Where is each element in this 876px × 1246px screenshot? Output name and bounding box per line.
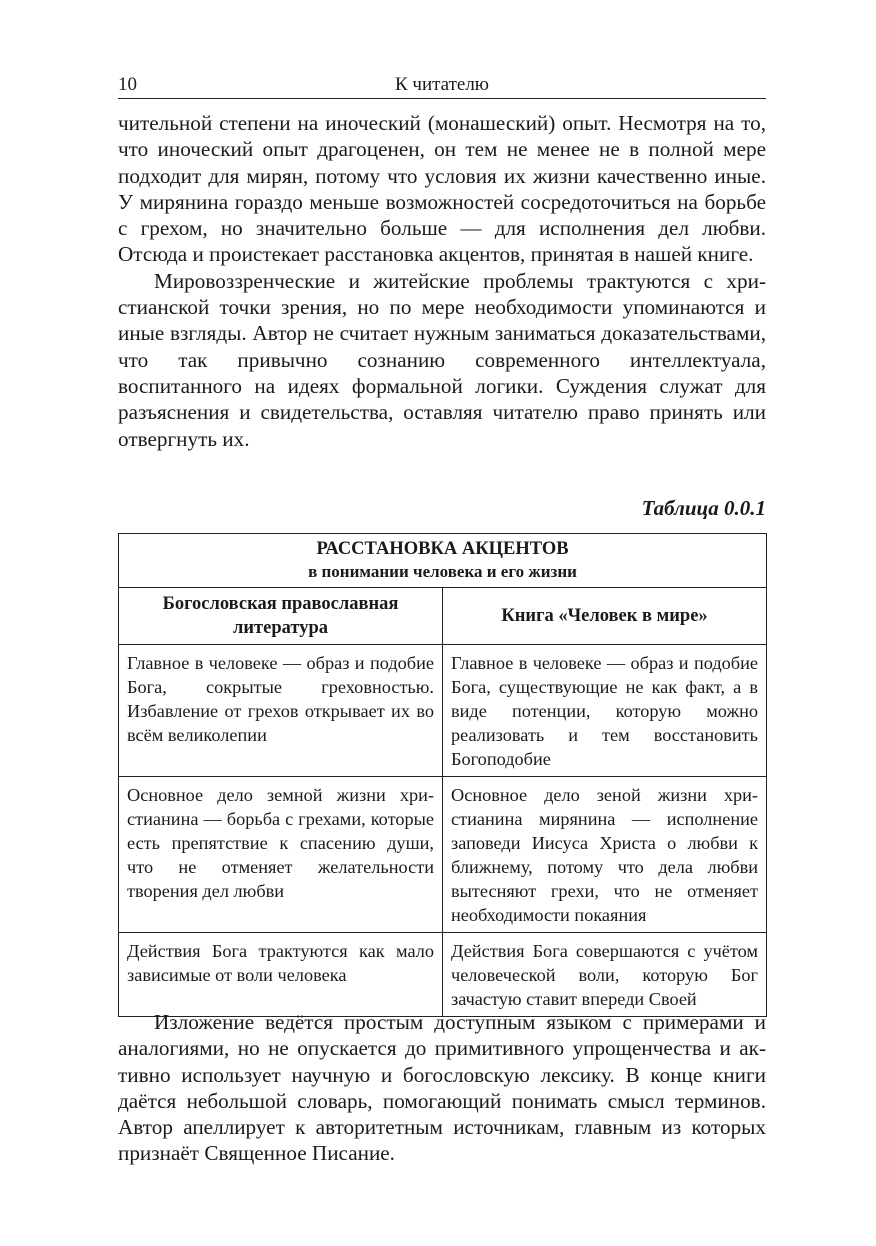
table-row (119, 933, 767, 1017)
paragraph: Мировоззренческие и житейские проблемы трактуются с христианской точки зрения, но по мере необходимости упоминаются и иные взгляды. Автор не считает нужным заниматься доказательствами, что так привычно сознанию современного интеллектуала, воспитанного на идеях формальной логики. Суждения служат для разъяснения и свидетельства, оставляя читателю право принять или отвергнуть их. (118, 268, 766, 451)
table-title-row (119, 534, 767, 588)
table-cell-right: Действия Бога совершаются с учётом человеческой воли, которую Бог зачастую ставит впереди Своей (443, 933, 767, 1017)
running-title: К читателю (394, 74, 490, 95)
running-head (118, 72, 766, 99)
table-subtitle: в понимании человека и его жизни (308, 562, 577, 581)
table-cell-left: Основное дело земной жизни христианина — борьба с грехами, которые есть препятствие к спасению души, что не отменяет желательности творения дел любви (119, 777, 443, 933)
table-header-row (119, 588, 767, 645)
table-cell-right: Главное в человеке — образ и подобие Бога, существующие не как факт, а в виде потенции, которую можно реализовать и тем восстановить Богоподобие (443, 645, 767, 777)
table-label: Таблица 0.0.1 (641, 496, 766, 520)
paragraph: Изложение ведётся простым доступным языком с примерами и аналогиями, но не опускается до примитивного упрощенчества и активно использует научную и богословскую лексику. В конце книги даётся небольшой словарь, помогающий понимать смысл терминов. Автор апеллирует к авторитетным источникам, главным из которых признаёт Священное Писание. (118, 1010, 766, 1166)
table-cell-right: Основное дело зеной жизни христианина мирянина — исполнение заповеди Иисуса Христа о любви к ближнему, потому что дела любви вытесняют грехи, что не отменяет необходимости покаяния (443, 777, 767, 933)
table-row (119, 645, 767, 777)
column-header-right: Книга «Человек в мире» (443, 588, 767, 645)
table-row (119, 777, 767, 933)
table-title-cell (119, 534, 767, 588)
table-title: РАССТАНОВКА АКЦЕНТОВ (316, 539, 569, 559)
body-text-top (118, 110, 766, 452)
body-text-bottom (118, 1009, 766, 1167)
column-header-left: Богословская православная литература (119, 588, 443, 645)
emphasis-table (118, 533, 767, 1017)
page-number: 10 (118, 74, 137, 95)
table-cell-left: Действия Бога трактуются как мало зависимые от воли человека (119, 933, 443, 1017)
paragraph-continuation: чительной степени на иноческий (монашеский) опыт. Несмотря на то, что иноческий опыт драгоценен, он тем не менее не в полной мере подходит для мирян, потому что условия их жизни качественно иные. У мирянина гораздо меньше возможностей сосредоточиться на борьбе с грехом, но значительно больше — для исполнения дел любви. Отсюда и проистекает расстановка акцентов, принятая в нашей книге. (118, 111, 766, 267)
table-cell-left: Главное в человеке — образ и подобие Бога, сокрытые греховностью. Избавление от грехов открывает их во всём великолепии (119, 645, 443, 777)
